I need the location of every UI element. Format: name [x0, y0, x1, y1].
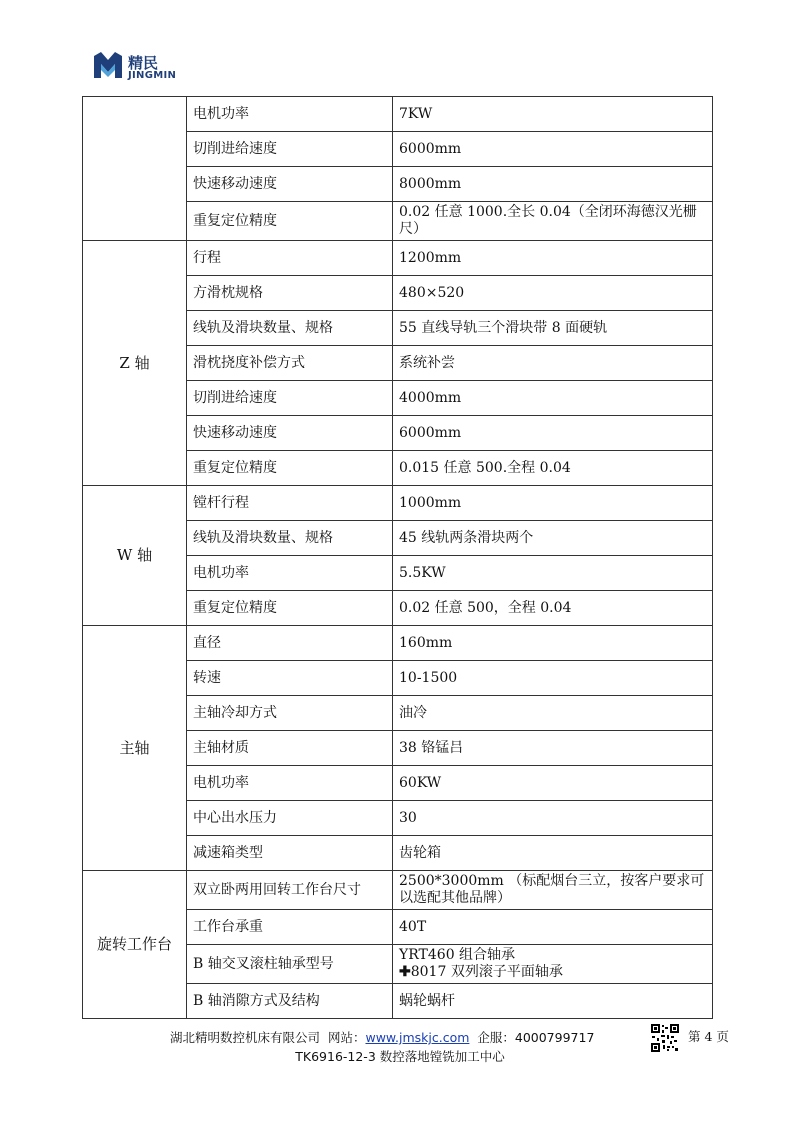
param-value: 0.02 任意 1000.全长 0.04（全闭环海德汉光栅尺）	[393, 202, 713, 241]
param-label: 双立卧两用回转工作台尺寸	[187, 871, 393, 910]
param-label: 快速移动速度	[187, 416, 393, 451]
footer-contact-line	[170, 1028, 594, 1046]
param-value: 6000mm	[393, 132, 713, 167]
page-number: 第 4 页	[688, 1029, 729, 1044]
param-value: 系统补尝	[393, 346, 713, 381]
param-value	[393, 945, 713, 984]
param-label: 切削进给速度	[187, 132, 393, 167]
param-label: 快速移动速度	[187, 167, 393, 202]
group-cell-rotary-table: 旋转工作台	[83, 871, 187, 1019]
param-label: B 轴消隙方式及结构	[187, 984, 393, 1019]
param-value: 1000mm	[393, 486, 713, 521]
param-value-line1: YRT460 组合轴承	[399, 947, 516, 963]
param-value: 1200mm	[393, 241, 713, 276]
param-label: 主轴材质	[187, 731, 393, 766]
param-label: 工作台承重	[187, 910, 393, 945]
param-label: 电机功率	[187, 766, 393, 801]
table-row	[83, 486, 713, 521]
service-label: 企服：	[477, 1030, 515, 1045]
table-row	[83, 97, 713, 132]
website-link[interactable]: www.jmskjc.com	[365, 1030, 470, 1045]
param-value: 160mm	[393, 626, 713, 661]
param-value: 60KW	[393, 766, 713, 801]
param-label: 减速箱类型	[187, 836, 393, 871]
param-label: 滑枕挠度补偿方式	[187, 346, 393, 381]
table-row	[83, 626, 713, 661]
param-label: 行程	[187, 241, 393, 276]
company-name: 湖北精明数控机床有限公司	[170, 1030, 321, 1045]
param-label: 线轨及滑块数量、规格	[187, 521, 393, 556]
param-value: 8000mm	[393, 167, 713, 202]
group-cell-spindle: 主轴	[83, 626, 187, 871]
param-value: 6000mm	[393, 416, 713, 451]
document-title: TK6916-12-3 数控落地镗铣加工中心	[295, 1049, 505, 1064]
param-label: 直径	[187, 626, 393, 661]
param-label: B 轴交叉滚柱轴承型号	[187, 945, 393, 984]
param-value: 40T	[393, 910, 713, 945]
param-value: 7KW	[393, 97, 713, 132]
logo-text-en: JINGMIN	[128, 70, 177, 81]
plus-icon: ✚	[399, 964, 411, 980]
param-value: 10-1500	[393, 661, 713, 696]
param-label: 方滑枕规格	[187, 276, 393, 311]
group-cell-z-axis: Z 轴	[83, 241, 187, 486]
param-value: 0.015 任意 500.全程 0.04	[393, 451, 713, 486]
param-label: 线轨及滑块数量、规格	[187, 311, 393, 346]
qr-code-icon	[651, 1024, 679, 1052]
param-value: 油冷	[393, 696, 713, 731]
param-value: 55 直线导轨三个滑块带 8 面硬轨	[393, 311, 713, 346]
group-cell-continued	[83, 97, 187, 241]
group-cell-w-axis: W 轴	[83, 486, 187, 626]
param-value: 480×520	[393, 276, 713, 311]
spec-table	[82, 96, 713, 1019]
param-label: 重复定位精度	[187, 202, 393, 241]
param-value-line2: 8017 双列滚子平面轴承	[410, 964, 563, 980]
website-label: 网站：	[327, 1030, 366, 1045]
company-logo	[92, 50, 192, 86]
param-value: 4000mm	[393, 381, 713, 416]
param-value: 38 铬锰吕	[393, 731, 713, 766]
table-row	[83, 241, 713, 276]
table-row	[83, 871, 713, 910]
param-label: 中心出水压力	[187, 801, 393, 836]
param-value: 30	[393, 801, 713, 836]
param-label: 重复定位精度	[187, 451, 393, 486]
param-label: 主轴冷却方式	[187, 696, 393, 731]
param-value: 齿轮箱	[393, 836, 713, 871]
service-phone: 4000799717	[514, 1030, 595, 1045]
jingmin-logo-icon	[92, 50, 124, 80]
param-value: 0.02 任意 500，全程 0.04	[393, 591, 713, 626]
param-value: 45 线轨两条滑块两个	[393, 521, 713, 556]
param-label: 切削进给速度	[187, 381, 393, 416]
param-value: 2500*3000mm （标配烟台三立，按客户要求可以选配其他品牌）	[393, 871, 713, 910]
param-label: 电机功率	[187, 97, 393, 132]
param-label: 重复定位精度	[187, 591, 393, 626]
param-label: 转速	[187, 661, 393, 696]
param-value: 蜗轮蜗杆	[393, 984, 713, 1019]
logo-text-cn: 精民	[128, 54, 159, 72]
param-label: 电机功率	[187, 556, 393, 591]
param-value: 5.5KW	[393, 556, 713, 591]
param-label: 镗杆行程	[187, 486, 393, 521]
